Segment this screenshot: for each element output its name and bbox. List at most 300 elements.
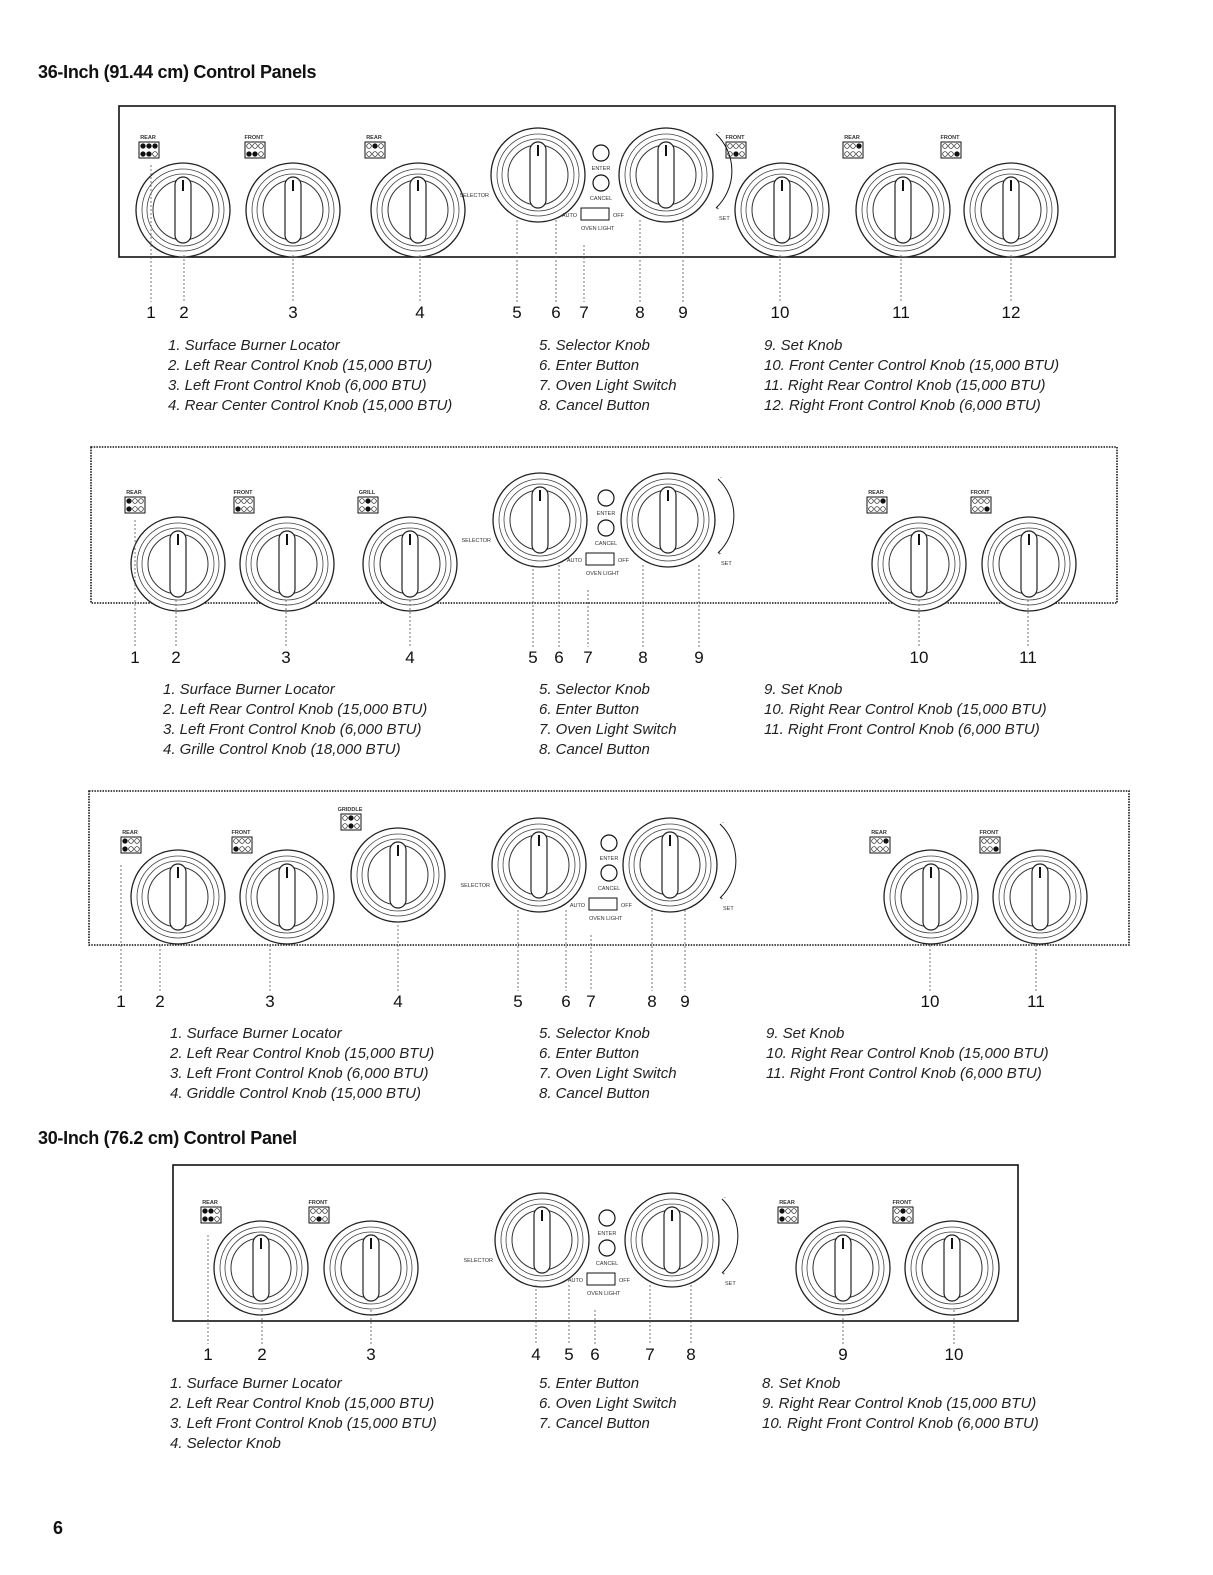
burner-dot bbox=[884, 847, 889, 852]
burner-dot bbox=[878, 839, 883, 844]
callout-number: 2 bbox=[155, 992, 165, 1011]
burner-dot bbox=[845, 152, 850, 157]
callout-number: 8 bbox=[686, 1345, 696, 1364]
burner-locator bbox=[125, 490, 145, 513]
locator-label: GRILL bbox=[358, 490, 376, 496]
locator-label: FRONT bbox=[970, 490, 990, 496]
locator-label: FRONT bbox=[244, 135, 264, 141]
legend-item: 1. Surface Burner Locator bbox=[170, 1025, 342, 1042]
callout-number: 4 bbox=[393, 992, 403, 1011]
burner-dot bbox=[869, 499, 874, 504]
legend-col-3 bbox=[762, 1374, 1039, 1434]
burner-dot bbox=[248, 507, 253, 512]
burner-dot bbox=[949, 144, 954, 149]
locator-label: FRONT bbox=[725, 135, 745, 141]
burner-dot bbox=[349, 824, 354, 829]
burner-dot bbox=[994, 847, 999, 852]
callout-number: 1 bbox=[116, 992, 126, 1011]
legend-col-1 bbox=[163, 680, 427, 760]
callout-number: 3 bbox=[366, 1345, 376, 1364]
burner-dot bbox=[373, 144, 378, 149]
locator-label: GRIDDLE bbox=[337, 807, 363, 813]
legend-item: 3. Left Front Control Knob (6,000 BTU) bbox=[170, 1065, 429, 1082]
burner-dot bbox=[875, 499, 880, 504]
callout-number: 4 bbox=[531, 1345, 541, 1364]
set-knob bbox=[623, 818, 717, 912]
oven-light-switch bbox=[587, 1273, 615, 1285]
burner-dot bbox=[857, 152, 862, 157]
left-front-knob bbox=[240, 850, 334, 944]
locator-label: REAR bbox=[844, 135, 860, 141]
legend-item: 7. Oven Light Switch bbox=[539, 1065, 677, 1082]
right-front-knob bbox=[964, 163, 1058, 257]
control-panel-36-b bbox=[0, 440, 1213, 675]
left-front-knob bbox=[246, 163, 340, 257]
legend-item: 10. Right Rear Control Knob (15,000 BTU) bbox=[766, 1045, 1049, 1062]
set-arc bbox=[718, 479, 734, 553]
burner-dot bbox=[985, 499, 990, 504]
set-arc bbox=[720, 824, 736, 898]
oven-controls bbox=[463, 1193, 737, 1297]
selector-label: SELECTOR bbox=[461, 538, 491, 544]
burner-dot bbox=[311, 1217, 316, 1222]
locator-label: FRONT bbox=[233, 490, 253, 496]
burner-dot bbox=[895, 1209, 900, 1214]
locator-label: REAR bbox=[122, 830, 138, 836]
legend-item: 7. Cancel Button bbox=[539, 1415, 650, 1432]
burner-dot bbox=[988, 847, 993, 852]
burner-dot bbox=[907, 1209, 912, 1214]
callout-number: 6 bbox=[561, 992, 571, 1011]
callout-number: 10 bbox=[909, 648, 929, 667]
callout-number: 11 bbox=[892, 303, 910, 322]
burner-dot bbox=[734, 152, 739, 157]
legend-col-3 bbox=[764, 336, 1059, 416]
burner-dot bbox=[994, 839, 999, 844]
set-label: SET bbox=[723, 906, 734, 912]
auto-label: AUTO bbox=[561, 213, 577, 219]
burner-dot bbox=[379, 144, 384, 149]
legend-item: 3. Left Front Control Knob (6,000 BTU) bbox=[168, 377, 427, 394]
burner-locator bbox=[358, 490, 378, 513]
burner-dot bbox=[367, 152, 372, 157]
minus-label: - bbox=[722, 820, 724, 826]
burner-dot bbox=[988, 839, 993, 844]
legend-item: 6. Enter Button bbox=[539, 701, 640, 718]
plus-label: + bbox=[720, 896, 724, 902]
oven-controls bbox=[460, 818, 735, 922]
set-label: SET bbox=[719, 216, 730, 222]
locator-label: REAR bbox=[140, 135, 156, 141]
legend-col-1 bbox=[168, 336, 452, 416]
burner-dot bbox=[979, 507, 984, 512]
callout-number: 1 bbox=[146, 303, 156, 322]
callout-number: 10 bbox=[944, 1345, 964, 1364]
set-label: SET bbox=[725, 1281, 736, 1287]
burner-dot bbox=[786, 1209, 791, 1214]
legend-item: 2. Left Rear Control Knob (15,000 BTU) bbox=[170, 1045, 435, 1062]
burner-locator bbox=[139, 135, 159, 158]
burner-dot bbox=[234, 847, 239, 852]
locator-label: REAR bbox=[202, 1200, 218, 1206]
burner-dot bbox=[881, 507, 886, 512]
burner-locator bbox=[941, 135, 961, 158]
burner-dot bbox=[792, 1209, 797, 1214]
burner-dot bbox=[901, 1209, 906, 1214]
off-label: OFF bbox=[621, 903, 632, 909]
burner-dot bbox=[985, 507, 990, 512]
burner-dot bbox=[127, 507, 132, 512]
burner-locator bbox=[201, 1200, 221, 1223]
oven-light-switch bbox=[589, 898, 617, 910]
grill-knob bbox=[363, 517, 457, 611]
burner-dot bbox=[845, 144, 850, 149]
burner-dot bbox=[373, 152, 378, 157]
callout-number: 11 bbox=[1019, 648, 1037, 667]
burner-dot bbox=[875, 507, 880, 512]
burner-dot bbox=[857, 144, 862, 149]
off-label: OFF bbox=[613, 213, 624, 219]
burner-dot bbox=[147, 144, 152, 149]
burner-dot bbox=[247, 144, 252, 149]
selector-knob bbox=[495, 1193, 589, 1287]
auto-label: AUTO bbox=[567, 1278, 583, 1284]
burner-locator bbox=[245, 135, 265, 158]
right-rear-knob bbox=[856, 163, 950, 257]
callout-number: 7 bbox=[579, 303, 589, 322]
plus-label: + bbox=[718, 551, 722, 557]
left-front-knob bbox=[324, 1221, 418, 1315]
rear-center-knob bbox=[371, 163, 465, 257]
burner-dot bbox=[872, 839, 877, 844]
off-label: OFF bbox=[619, 1278, 630, 1284]
burner-locator bbox=[843, 135, 863, 158]
burner-dot bbox=[242, 507, 247, 512]
right-front-knob bbox=[905, 1221, 999, 1315]
burner-locator bbox=[867, 490, 887, 513]
right-rear-knob bbox=[796, 1221, 890, 1315]
burner-dot bbox=[139, 507, 144, 512]
burner-dot bbox=[780, 1217, 785, 1222]
right-rear-knob bbox=[872, 517, 966, 611]
burner-dot bbox=[135, 839, 140, 844]
burner-locator bbox=[870, 830, 890, 853]
burner-dot bbox=[203, 1217, 208, 1222]
burner-dot bbox=[379, 152, 384, 157]
burner-dot bbox=[215, 1209, 220, 1214]
left-rear-knob bbox=[131, 517, 225, 611]
callout-number: 3 bbox=[265, 992, 275, 1011]
legend-item: 3. Left Front Control Knob (15,000 BTU) bbox=[170, 1415, 437, 1432]
burner-dot bbox=[901, 1217, 906, 1222]
heading-36-inch: 36-Inch (91.44 cm) Control Panels bbox=[38, 62, 317, 82]
callout-number: 5 bbox=[513, 992, 523, 1011]
locator-label: REAR bbox=[126, 490, 142, 496]
burner-dot bbox=[372, 499, 377, 504]
legend-item: 9. Set Knob bbox=[764, 681, 843, 698]
burner-dot bbox=[973, 499, 978, 504]
burner-dot bbox=[973, 507, 978, 512]
cancel-button bbox=[601, 865, 617, 881]
legend-item: 9. Set Knob bbox=[764, 337, 843, 354]
callout-number: 1 bbox=[203, 1345, 213, 1364]
oven-controls bbox=[459, 128, 731, 232]
burner-dot bbox=[209, 1217, 214, 1222]
legend-item: 6. Enter Button bbox=[539, 357, 640, 374]
right-front-knob bbox=[982, 517, 1076, 611]
callout-number: 7 bbox=[645, 1345, 655, 1364]
legend-item: 2. Left Rear Control Knob (15,000 BTU) bbox=[170, 1395, 435, 1412]
auto-label: AUTO bbox=[569, 903, 585, 909]
burner-dot bbox=[215, 1217, 220, 1222]
burner-dot bbox=[259, 144, 264, 149]
legend-item: 9. Right Rear Control Knob (15,000 BTU) bbox=[762, 1395, 1037, 1412]
callout-number: 8 bbox=[635, 303, 645, 322]
burner-dot bbox=[317, 1217, 322, 1222]
callout-number: 5 bbox=[512, 303, 522, 322]
callout-number: 2 bbox=[257, 1345, 267, 1364]
left-rear-knob bbox=[131, 850, 225, 944]
legend-item: 8. Cancel Button bbox=[539, 741, 650, 758]
burner-locator bbox=[121, 830, 141, 853]
callout-number: 7 bbox=[583, 648, 593, 667]
burner-dot bbox=[343, 824, 348, 829]
burner-dot bbox=[943, 144, 948, 149]
burner-dot bbox=[141, 152, 146, 157]
burner-dot bbox=[311, 1209, 316, 1214]
oven-light-switch bbox=[581, 208, 609, 220]
callout-number: 10 bbox=[770, 303, 790, 322]
legend-item: 4. Rear Center Control Knob (15,000 BTU) bbox=[168, 397, 453, 414]
burner-dot bbox=[153, 152, 158, 157]
off-label: OFF bbox=[618, 558, 629, 564]
burner-dot bbox=[247, 152, 252, 157]
burner-dot bbox=[139, 499, 144, 504]
burner-dot bbox=[133, 507, 138, 512]
selector-label: SELECTOR bbox=[460, 883, 490, 889]
cancel-label: CANCEL bbox=[594, 541, 618, 547]
set-arc bbox=[722, 1199, 738, 1273]
callout-number: 4 bbox=[415, 303, 425, 322]
burner-dot bbox=[323, 1217, 328, 1222]
burner-dot bbox=[780, 1209, 785, 1214]
cancel-label: CANCEL bbox=[595, 1261, 619, 1267]
burner-dot bbox=[317, 1209, 322, 1214]
burner-dot bbox=[355, 824, 360, 829]
burner-dot bbox=[240, 847, 245, 852]
enter-label: ENTER bbox=[591, 166, 611, 172]
legend-col-1 bbox=[170, 1374, 437, 1454]
burner-dot bbox=[153, 144, 158, 149]
burner-locator bbox=[365, 135, 385, 158]
legend-item: 11. Right Front Control Knob (6,000 BTU) bbox=[764, 721, 1040, 738]
burner-dot bbox=[982, 839, 987, 844]
burner-dot bbox=[127, 499, 132, 504]
griddle-knob bbox=[351, 828, 445, 922]
burner-locator bbox=[232, 830, 252, 853]
left-front-knob bbox=[240, 517, 334, 611]
legend-item: 2. Left Rear Control Knob (15,000 BTU) bbox=[168, 357, 433, 374]
burner-dot bbox=[236, 499, 241, 504]
burner-dot bbox=[740, 144, 745, 149]
legend-item: 3. Left Front Control Knob (6,000 BTU) bbox=[163, 721, 422, 738]
burner-dot bbox=[851, 144, 856, 149]
burner-dot bbox=[246, 839, 251, 844]
burner-dot bbox=[728, 144, 733, 149]
burner-dot bbox=[878, 847, 883, 852]
burner-locator bbox=[971, 490, 991, 513]
enter-button bbox=[599, 1210, 615, 1226]
burner-dot bbox=[360, 507, 365, 512]
burner-dot bbox=[786, 1217, 791, 1222]
burner-dot bbox=[349, 816, 354, 821]
burner-locator bbox=[980, 830, 1000, 853]
burner-dot bbox=[236, 507, 241, 512]
page-number: 6 bbox=[53, 1518, 64, 1538]
front-center-knob bbox=[735, 163, 829, 257]
burner-dot bbox=[234, 839, 239, 844]
legend-item: 5. Selector Knob bbox=[539, 681, 650, 698]
legend-item: 11. Right Front Control Knob (6,000 BTU) bbox=[766, 1065, 1042, 1082]
control-panel-30 bbox=[0, 1160, 1213, 1370]
legend-col-2 bbox=[539, 680, 677, 760]
callout-number: 9 bbox=[680, 992, 690, 1011]
legend-col-3 bbox=[764, 680, 1047, 740]
minus-label: - bbox=[724, 1195, 726, 1201]
burner-locator bbox=[338, 807, 363, 830]
callout-number: 10 bbox=[920, 992, 940, 1011]
callout-number: 3 bbox=[288, 303, 298, 322]
locator-label: REAR bbox=[779, 1200, 795, 1206]
burner-dot bbox=[979, 499, 984, 504]
legend-item: 9. Set Knob bbox=[766, 1025, 845, 1042]
set-knob bbox=[625, 1193, 719, 1287]
selector-label: SELECTOR bbox=[463, 1258, 493, 1264]
cancel-button bbox=[593, 175, 609, 191]
burner-dot bbox=[246, 847, 251, 852]
control-panel-36-a bbox=[0, 95, 1213, 330]
set-knob bbox=[621, 473, 715, 567]
callout-number: 2 bbox=[171, 648, 181, 667]
burner-dot bbox=[203, 1209, 208, 1214]
burner-dot bbox=[366, 507, 371, 512]
callout-number: 9 bbox=[694, 648, 704, 667]
burner-dot bbox=[872, 847, 877, 852]
legend-item: 6. Oven Light Switch bbox=[539, 1395, 677, 1412]
enter-label: ENTER bbox=[599, 856, 619, 862]
legend-item: 4. Selector Knob bbox=[170, 1435, 281, 1452]
burner-dot bbox=[129, 839, 134, 844]
locator-label: REAR bbox=[871, 830, 887, 836]
enter-button bbox=[593, 145, 609, 161]
oven-light-switch bbox=[586, 553, 614, 565]
control-panel-36-c bbox=[0, 785, 1213, 1020]
oven-light-label: OVEN LIGHT bbox=[589, 916, 623, 922]
callout-number: 2 bbox=[179, 303, 189, 322]
selector-knob bbox=[492, 818, 586, 912]
legend-item: 10. Right Front Control Knob (6,000 BTU) bbox=[762, 1415, 1039, 1432]
burner-dot bbox=[209, 1209, 214, 1214]
burner-dot bbox=[907, 1217, 912, 1222]
cancel-button bbox=[598, 520, 614, 536]
legend-col-2 bbox=[539, 1374, 677, 1434]
oven-light-label: OVEN LIGHT bbox=[586, 571, 620, 577]
heading-30-inch: 30-Inch (76.2 cm) Control Panel bbox=[38, 1128, 297, 1148]
burner-dot bbox=[123, 847, 128, 852]
selector-knob bbox=[493, 473, 587, 567]
burner-dot bbox=[240, 839, 245, 844]
callout-number: 7 bbox=[586, 992, 596, 1011]
enter-label: ENTER bbox=[596, 511, 616, 517]
legend-item: 8. Set Knob bbox=[762, 1375, 841, 1392]
callout-number: 6 bbox=[554, 648, 564, 667]
burner-dot bbox=[734, 144, 739, 149]
legend-item: 4. Griddle Control Knob (15,000 BTU) bbox=[170, 1085, 421, 1102]
legend-item: 2. Left Rear Control Knob (15,000 BTU) bbox=[163, 701, 428, 718]
callout-number: 4 bbox=[405, 648, 415, 667]
legend-item: 4. Grille Control Knob (18,000 BTU) bbox=[163, 741, 401, 758]
locator-label: REAR bbox=[868, 490, 884, 496]
legend-col-2 bbox=[539, 336, 677, 416]
oven-controls bbox=[461, 473, 733, 577]
selector-label: SELECTOR bbox=[459, 193, 489, 199]
burner-dot bbox=[141, 144, 146, 149]
callout-number: 12 bbox=[1001, 303, 1021, 322]
burner-dot bbox=[123, 839, 128, 844]
burner-dot bbox=[253, 144, 258, 149]
callout-number: 11 bbox=[1027, 992, 1045, 1011]
enter-button bbox=[601, 835, 617, 851]
right-rear-knob bbox=[884, 850, 978, 944]
legend-item: 7. Oven Light Switch bbox=[539, 377, 677, 394]
burner-dot bbox=[955, 144, 960, 149]
burner-dot bbox=[366, 499, 371, 504]
locator-label: FRONT bbox=[892, 1200, 912, 1206]
burner-dot bbox=[253, 152, 258, 157]
enter-label: ENTER bbox=[597, 1231, 617, 1237]
legend-item: 8. Cancel Button bbox=[539, 1085, 650, 1102]
left-rear-knob bbox=[136, 163, 230, 257]
callout-number: 3 bbox=[281, 648, 291, 667]
burner-dot bbox=[372, 507, 377, 512]
locator-label: FRONT bbox=[940, 135, 960, 141]
burner-dot bbox=[869, 507, 874, 512]
legend-col-2 bbox=[539, 1024, 677, 1104]
callout-number: 1 bbox=[130, 648, 140, 667]
burner-dot bbox=[895, 1217, 900, 1222]
minus-label: - bbox=[720, 475, 722, 481]
right-front-knob bbox=[993, 850, 1087, 944]
burner-locator bbox=[309, 1200, 329, 1223]
plus-label: + bbox=[716, 206, 720, 212]
legend-item: 10. Front Center Control Knob (15,000 BTU) bbox=[764, 357, 1060, 374]
minus-label: - bbox=[718, 130, 720, 136]
burner-dot bbox=[133, 499, 138, 504]
legend-item: 1. Surface Burner Locator bbox=[170, 1375, 342, 1392]
burner-dot bbox=[129, 847, 134, 852]
legend-item: 5. Enter Button bbox=[539, 1375, 640, 1392]
burner-locator bbox=[893, 1200, 913, 1223]
burner-dot bbox=[248, 499, 253, 504]
burner-dot bbox=[343, 816, 348, 821]
locator-label: REAR bbox=[366, 135, 382, 141]
legend-item: 5. Selector Knob bbox=[539, 337, 650, 354]
burner-dot bbox=[242, 499, 247, 504]
burner-dot bbox=[740, 152, 745, 157]
legend-col-1 bbox=[170, 1024, 434, 1104]
selector-knob bbox=[491, 128, 585, 222]
cancel-button bbox=[599, 1240, 615, 1256]
